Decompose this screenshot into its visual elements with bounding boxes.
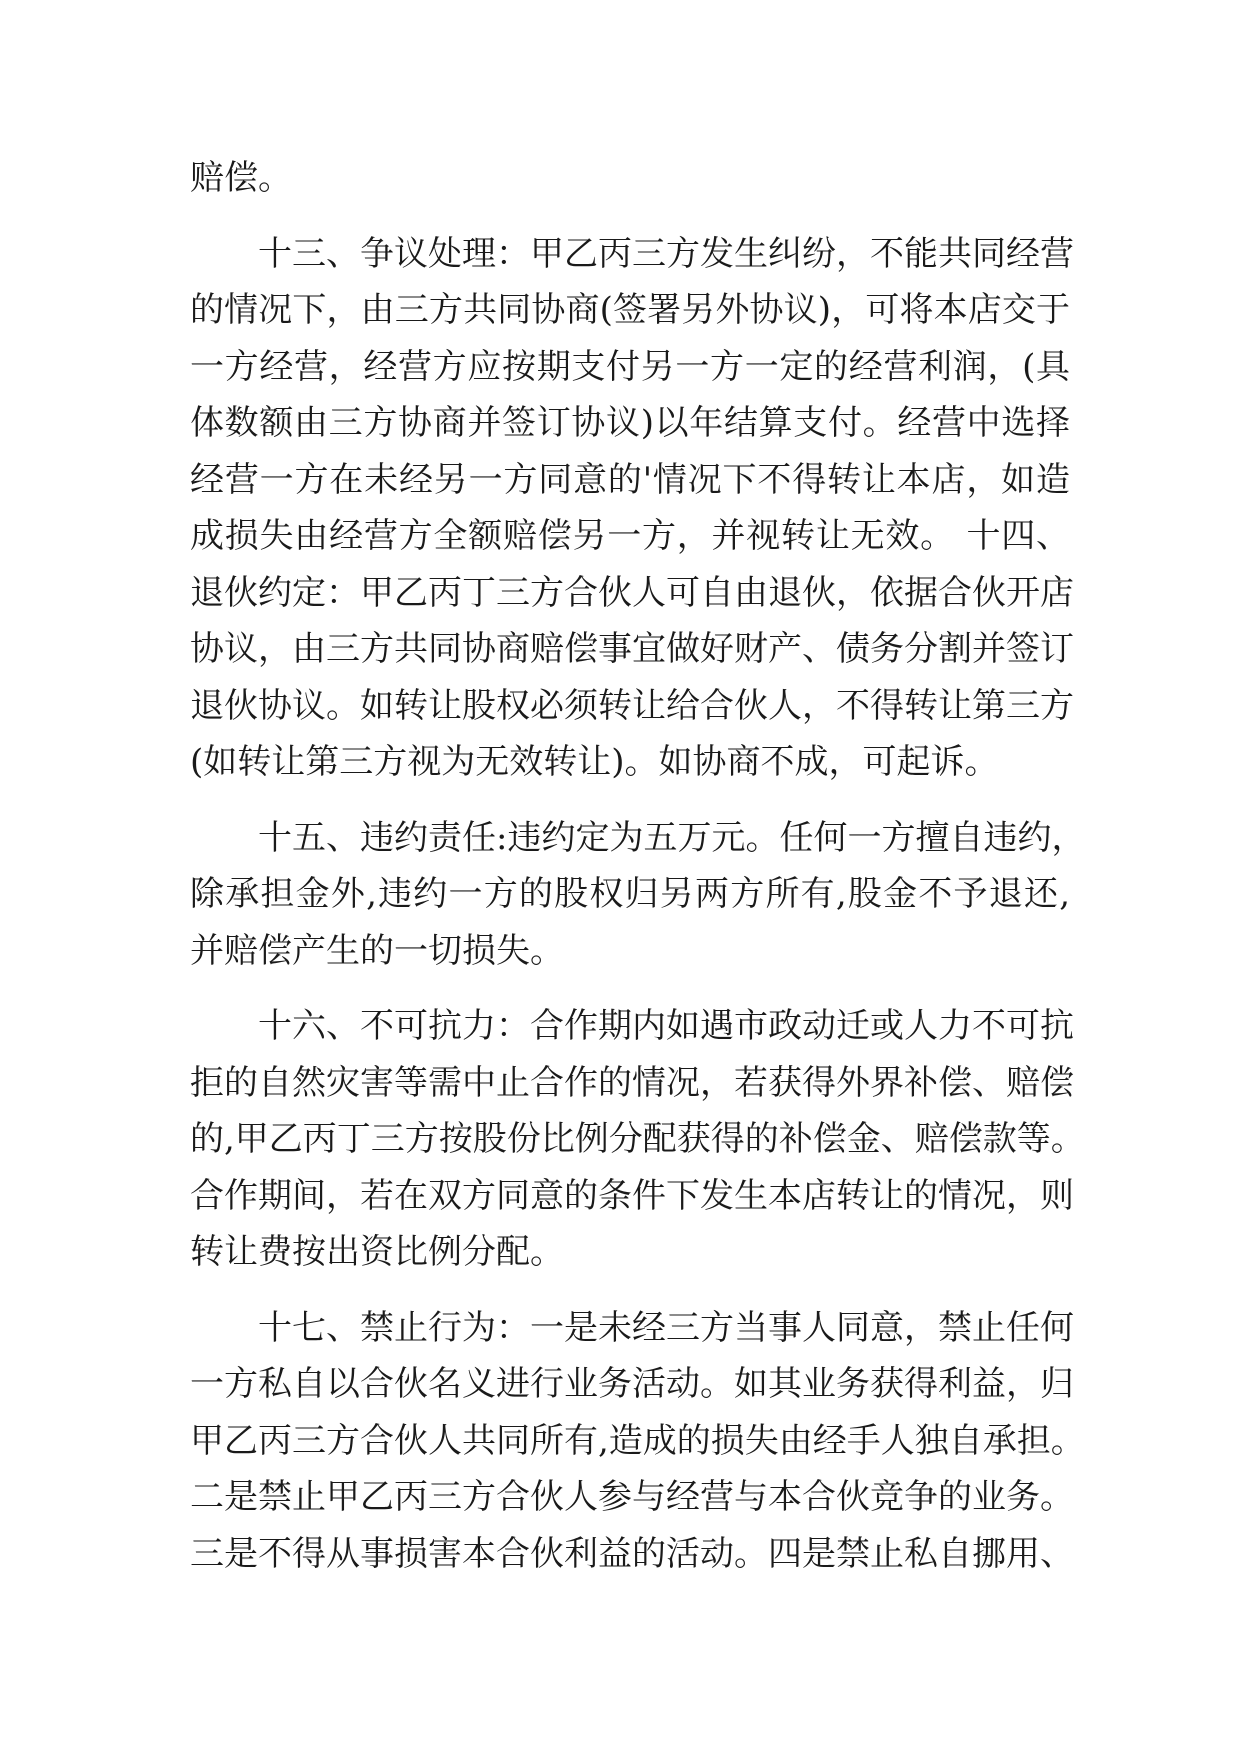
paragraph-gap [190,1281,1070,1300]
text-line: 十三、争议处理：甲乙丙三方发生纠纷，不能共同经营 [190,233,1074,274]
paragraph-gap [190,979,1070,998]
document-body [190,150,1086,1582]
text-line: 成损失由经营方全额赔偿另一方，并视转让无效。 十四、 [190,516,1070,556]
text-line: 的情况下，由三方共同协商(签署另外协议)，可将本店交于 [190,290,1070,330]
text-line: 经营一方在未经另一方同意的'情况下不得转让本店，如造 [190,459,1070,500]
text-line: 体数额由三方协商并签订协议)以年结算支付。经营中选择 [190,403,1070,443]
text-line: 一方经营，经营方应按期支付另一方一定的经营利润，(具 [190,346,1070,387]
text-line: 转让费按出资比例分配。 [190,1232,564,1272]
text-line: 除承担金外,违约一方的股权归另两方所有,股金不予退还, [190,874,1070,914]
text-line: 协议，由三方共同协商赔偿事宜做好财产、债务分割并签订 [190,629,1074,669]
text-line: 并赔偿产生的一切损失。 [190,930,564,971]
paragraph-gap [190,791,1070,810]
text-line: 一方私自以合伙名义进行业务活动。如其业务获得利益，归 [190,1364,1074,1404]
text-line: 拒的自然灾害等需中止合作的情况，若获得外界补偿、赔偿 [190,1062,1074,1103]
text-line: 二是禁止甲乙丙三方合伙人参与经营与本合伙竞争的业务。 [190,1477,1074,1517]
text-line: 退伙协议。如转让股权必须转让给合伙人，不得转让第三方 [190,685,1074,726]
paragraph-gap [190,207,1070,226]
text-line: 的,甲乙丙丁三方按股份比例分配获得的补偿金、赔偿款等。 [190,1119,1085,1159]
text-line: 合作期间，若在双方同意的条件下发生本店转让的情况，则 [190,1175,1074,1216]
text-line: 三是不得从事损害本合伙利益的活动。四是禁止私自挪用、 [190,1533,1074,1574]
text-line: 赔偿。 [190,158,292,198]
text-line: 十六、不可抗力：合作期内如遇市政动迁或人力不可抗 [190,1006,1074,1046]
text-line: 退伙约定：甲乙丙丁三方合伙人可自由退伙，依据合伙开店 [190,572,1074,613]
text-line: 甲乙丙三方合伙人共同所有,造成的损失由经手人独自承担。 [190,1420,1085,1461]
text-line: 十五、违约责任:违约定为五万元。任何一方擅自违约， [190,817,1086,858]
text-line: (如转让第三方视为无效转让)。如协商不成，可起诉。 [190,742,999,782]
text-line: 十七、禁止行为：一是未经三方当事人同意，禁止任何 [190,1307,1074,1348]
